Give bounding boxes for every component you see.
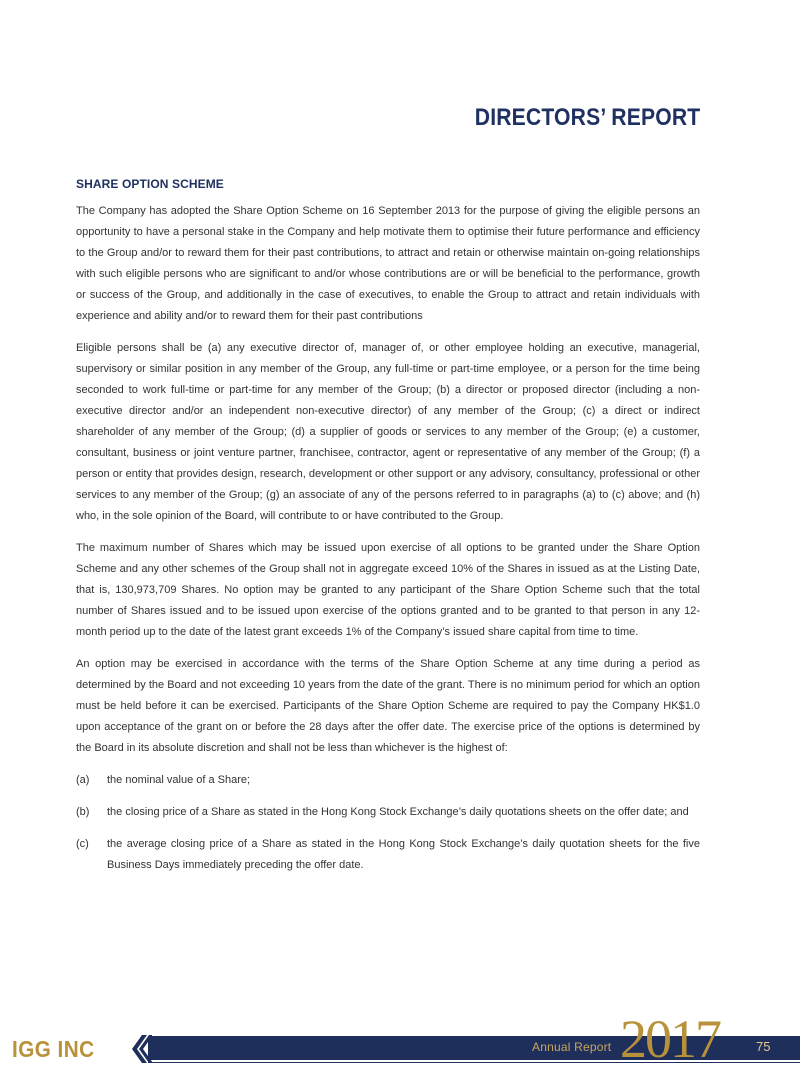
- paragraph-exercise-terms: An option may be exercised in accordance with the terms of the Share Option Scheme at any time during a period as determined by the Board and not exceeding 10 years from the date of the grant. There is no minimum period for which an option must be held before it can be exercised. Participants of the Share Option Scheme are required to pay the Company HK$1.0 upon acceptance of the grant on or before the 28 days after the offer date. The exercise price of the options is determined by the Board in its absolute discretion and shall not be less than whichever is the highest of:: [76, 658, 700, 754]
- list-item-text: the nominal value of a Share;: [107, 774, 251, 786]
- page-title: DIRECTORS’ REPORT: [474, 104, 700, 131]
- section-heading: SHARE OPTION SCHEME: [76, 177, 224, 191]
- list-item: [76, 770, 700, 791]
- page-footer: [0, 1009, 800, 1070]
- annual-report-label: Annual Report: [532, 1040, 612, 1054]
- paragraph-eligible-persons: Eligible persons shall be (a) any executive director of, manager of, or other employee holding an executive, managerial, supervisory or similar position in any member of the Group, any full-time or part-time employee, or a person for the time being seconded to work full-time or part-time for any member of the Group; (b) a director or proposed director (including a non-executive director and/or an independent non-executive director) of any member of the Group; (c) a direct or indirect shareholder of any member of the Group; (d) a supplier of goods or services to any member of the Group; (e) a customer, consultant, business or joint venture partner, franchisee, contractor, agent or representative of any member of the Group; (f) a person or entity that provides design, research, development or other support or any advisory, consultancy, professional or other services to any member of the Group; (g) an associate of any of the persons referred to in paragraphs (a) to (c) above; and (h) who, in the sole opinion of the Board, will contribute to or have contributed to the Group.: [76, 342, 700, 522]
- list-item-label: (c): [76, 838, 89, 850]
- document-body: [76, 177, 700, 887]
- list-item-label: (b): [76, 806, 90, 818]
- list-item-label: (a): [76, 774, 90, 786]
- list-item: [76, 802, 700, 823]
- report-year: 2017: [620, 1009, 720, 1069]
- list-item: [76, 834, 700, 876]
- company-logo: IGG INC: [12, 1036, 95, 1062]
- paragraph-maximum-shares: The maximum number of Shares which may be issued upon exercise of all options to be granted under the Share Option Scheme and any other schemes of the Group shall not in aggregate exceed 10% of the Shares in issued as at the Listing Date, that is, 130,973,709 Shares. No option may be granted to any participant of the Share Option Scheme such that the total number of Shares issued and to be issued upon exercise of the options granted and to be granted to that person in any 12-month period up to the date of the latest grant exceeds 1% of the Company’s issued share capital from time to time.: [76, 542, 700, 638]
- paragraph-purpose: The Company has adopted the Share Option Scheme on 16 September 2013 for the purpose of giving the eligible persons an opportunity to have a personal stake in the Company and help motivate them to optimise their future performance and efficiency to the Group and/or to reward them for their past contributions, to attract and retain or otherwise maintain on-going relationships with such eligible persons who are significant to and/or whose contributions are or will be beneficial to the performance, growth or success of the Group, and additionally in the case of executives, to enable the Group to attract and retain individuals with experience and ability and/or to reward them for their past contributions: [76, 205, 700, 322]
- page-number: 75: [756, 1039, 771, 1054]
- list-item-text: the closing price of a Share as stated in the Hong Kong Stock Exchange’s daily quotations sheets on the offer date; and: [107, 806, 689, 818]
- exercise-price-list: [76, 770, 700, 876]
- list-item-text: the average closing price of a Share as stated in the Hong Kong Stock Exchange’s daily quotation sheets for the five Business Days immediately preceding the offer date.: [107, 838, 700, 871]
